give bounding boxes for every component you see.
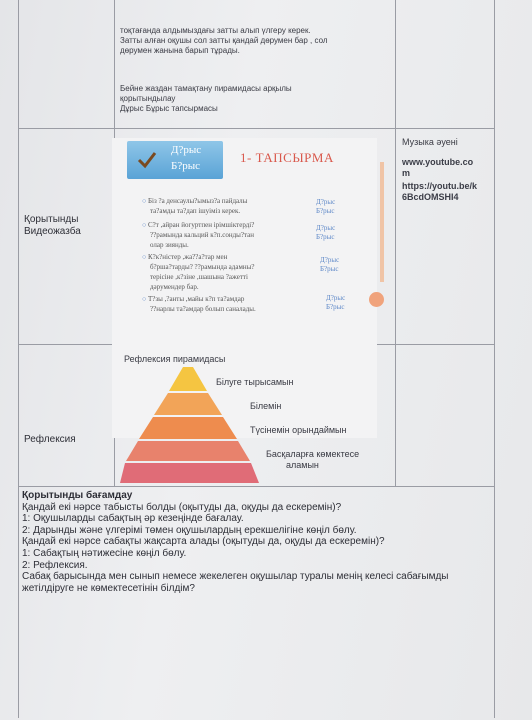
assessment-section (22, 490, 492, 594)
top-line-0: тоқтағанда алдымыздағы затты алып үлгеру керек. (120, 26, 311, 35)
table-col-divider-2 (395, 0, 396, 486)
assessment-line-7: Сабақ барысында мен сынып немесе жекелеген оқушылар туралы менің келесі сабағымды (22, 571, 449, 583)
pyramid-level-2 (154, 393, 222, 415)
assessment-line-2: 1: Оқушыларды сабақтың әр кезеңінде бағалау. (22, 513, 244, 525)
pyramid-level-1 (169, 367, 207, 391)
task-item-4: ○ Т?зы ,?анты ,майы к?п та?амдар ??нарлы та?амдар болып саналады. (142, 295, 256, 313)
decorative-dot (369, 292, 384, 307)
top-line-2: дөрумен жанына барып тұрады. (120, 46, 240, 55)
lesson-banner (127, 141, 223, 179)
assessment-line-3: 2: Дарынды және үлгерімі төмен оқушылардың ерекшелігіне көңіл бөлу. (22, 524, 357, 536)
pyramid-label-3: Түсінемін орындаймын (250, 425, 347, 435)
table-border-right (494, 0, 495, 718)
pyramid-level-4 (126, 441, 250, 461)
task-item-3: ○ К?к?ністер ,жа??а?тар мен б?ршa?тарды? ??рамында адамны? терісіне ,к?зіне ,шашына ?ажетті дәрумендер бар. (142, 253, 255, 291)
top-line-1: Затты алған оқушы сол затты қандай дөрумен бар , сол (120, 36, 328, 45)
assessment-heading: Қорытынды бағамдау (22, 490, 133, 501)
top-line-5: қорытындылау (120, 94, 176, 103)
music-link-short[interactable]: https://youtu.be/k 6BcdOMSHI4 (402, 181, 477, 202)
task-item-1: ○ Біз ?а денсаулы?ымыз?а пайдалы та?амды та?дап ішуіміз керек. (142, 197, 248, 215)
task-item-2: ○ С?т ,айран йогуртпен ірімшіктерді? ??рамында кальций к?п.сонды?тан олар зиянды. (142, 221, 255, 249)
pyramid-level-5 (120, 463, 259, 483)
music-title: Музыка әуені (402, 137, 458, 147)
top-line-6: Дұрыс Бұрыс тапсырмасы (120, 104, 218, 113)
decorative-bar (380, 162, 384, 282)
assessment-line-8: жетілдіруге не көмектесетінін білдім? (22, 582, 195, 594)
assessment-line-6: 2: Рефлексия. (22, 559, 88, 571)
task-tag-3: Д?рыс Б?рыс (320, 256, 340, 273)
row-label-reflection: Рефлексия (24, 434, 76, 445)
row-label-video: Қорытынды Видеожазба (24, 214, 81, 237)
task-tag-2: Д?рыс Б?рыс (316, 224, 336, 241)
task-tag-1: Д?рыс Б?рыс (316, 198, 336, 215)
assessment-line-1: Қандай екі нәрсе табысты болды (оқытуды да, оқуды да ескеремін)? (22, 501, 342, 513)
music-link-youtube[interactable]: www.youtube.co m (402, 157, 474, 178)
assessment-line-5: 1: Сабақтың нәтижесіне көңіл бөлу. (22, 547, 187, 559)
pyramid-label-1: Білуге тырысамын (216, 377, 294, 387)
pyramid-label-2: Білемін (250, 401, 282, 411)
task-title: 1- ТАПСЫРМА (240, 150, 334, 165)
task-tag-4: Д?рыс Б?рыс (326, 294, 346, 311)
pyramid-title: Рефлексия пирамидасы (124, 354, 226, 364)
pyramid-level-3 (139, 417, 237, 439)
top-line-4: Бейне жаздан тамақтану пирамидасы арқылы (120, 84, 292, 93)
pyramid-label-4: Басқаларға көмектесе аламын (266, 449, 360, 470)
row-divider-1 (18, 128, 494, 129)
banner-text-1: Д?рыс (171, 144, 202, 156)
checkmark-icon (137, 150, 157, 170)
table-border-left (18, 0, 19, 718)
banner-text-2: Б?рыс (171, 160, 200, 172)
assessment-line-4: Қандай екі нәрсе сабақты жақсарта алады (оқытуды да, оқуды да ескеремін)? (22, 536, 385, 548)
